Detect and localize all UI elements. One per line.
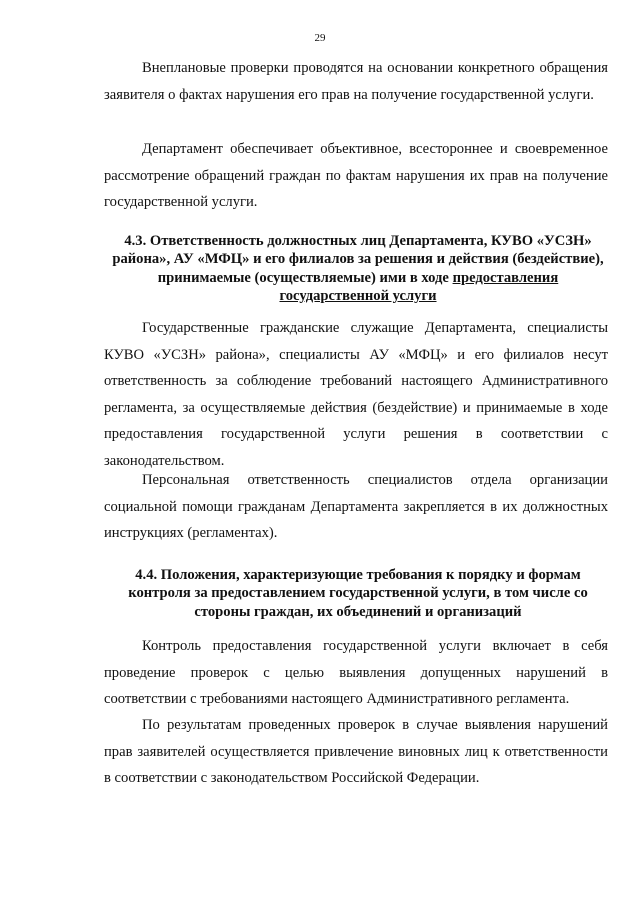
page-number: 29 xyxy=(314,32,326,44)
paragraph-unscheduled-inspections: Внеплановые проверки проводятся на основании конкретного обращения заявителя о фактах нарушения его прав на получение государственной услуги. xyxy=(104,60,608,103)
section-heading-4-3 xyxy=(108,232,608,306)
paragraph-inspection-results: По результатам проведенных проверок в случае выявления нарушений прав заявителей осуществляется привлечение виновных лиц к ответственности в соответствии с законодательством Российской Федерации. xyxy=(104,717,608,786)
section-heading-4-4 xyxy=(108,566,608,621)
section-heading-4-3-text: 4.3. Ответственность должностных лиц Департамента, КУВО «УСЗН» района», АУ «МФЦ» и его филиалов за решения и действия (бездействие), принимаемые (осуществляемые) ими в ходе xyxy=(112,233,604,286)
section-heading-4-3-underlined: предоставления государственной услуги xyxy=(279,269,559,305)
paragraph-civil-servants-responsibility: Государственные гражданские служащие Департамента, специалисты КУВО «УСЗН» района», специалисты АУ «МФЦ» и его филиалов несут ответственность за соблюдение требований настоящего Административного регламента, за осуществляемые действия (бездействие) и принимаемые в ходе предоставления государственной услуги решения в соответствии с законодательством. xyxy=(104,320,608,469)
paragraph-personal-responsibility: Персональная ответственность специалистов отдела организации социальной помощи гражданам Департамента закрепляется в их должностных инструкциях (регламентах). xyxy=(104,472,608,541)
paragraph-department-review: Департамент обеспечивает объективное, всестороннее и своевременное рассмотрение обращений граждан по фактам нарушения их прав на получение государственной услуги. xyxy=(104,141,608,210)
section-heading-4-4-text: 4.4. Положения, характеризующие требования к порядку и формам контроля за предоставлением государственной услуги, в том числе со стороны граждан, их объединений и организаций xyxy=(128,567,588,620)
paragraph-control-includes: Контроль предоставления государственной услуги включает в себя проведение проверок с целью выявления допущенных нарушений в соответствии с требованиями настоящего Административного регламента. xyxy=(104,638,608,707)
